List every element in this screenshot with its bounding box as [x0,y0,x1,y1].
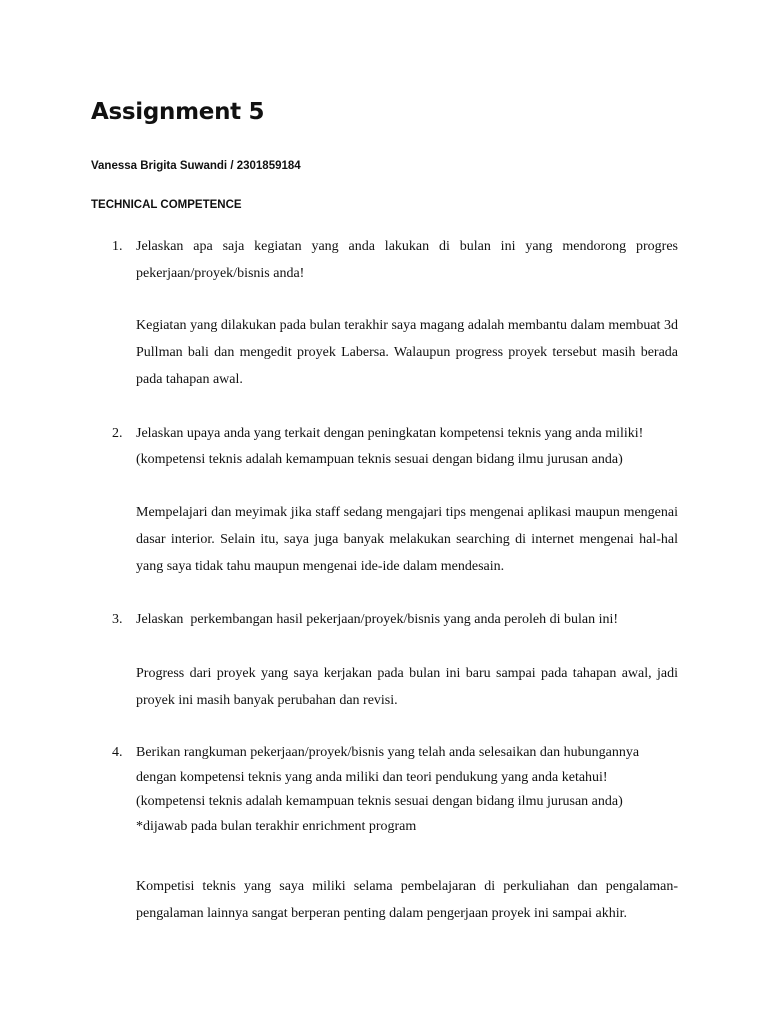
question-line: (kompetensi teknis adalah kemampuan teknis sesuai dengan bidang ilmu jurusan anda) [136,794,623,809]
author-line: Vanessa Brigita Suwandi / 2301859184 [91,160,301,172]
answer-text: Kompetisi teknis yang saya miliki selama pembelajaran di perkuliahan dan pengalaman-pengalaman lainnya sangat berperan penting dalam pengerjaan proyek ini sampai akhir. [136,879,678,921]
question-line: dengan kompetensi teknis yang anda miliki dan teori pendukung yang anda ketahui! [136,769,608,785]
question-line: Berikan rangkuman pekerjaan/proyek/bisnis yang telah anda selesaikan dan hubungannya [136,745,640,760]
question-text [136,421,678,473]
question-line: Jelaskan upaya anda yang terkait dengan peningkatan kompetensi teknis yang anda miliki! [136,426,644,441]
item-number: 2. [112,426,123,441]
answer-text: Progress dari proyek yang saya kerjakan pada bulan ini baru sampai pada tahapan awal, jadi proyek ini masih banyak perubahan dan revisi. [136,666,678,708]
section-heading: TECHNICAL COMPETENCE [91,199,242,211]
item-number: 1. [112,239,123,254]
question-line: *dijawab pada bulan terakhir enrichment program [136,818,417,834]
question-text: Jelaskan apa saja kegiatan yang anda lakukan di bulan ini yang mendorong progres pekerjaan/proyek/bisnis anda! [136,239,678,281]
question-line: (kompetensi teknis adalah kemampuan teknis sesuai dengan bidang ilmu jurusan anda) [136,452,623,467]
item-number: 3. [112,612,123,627]
item-number: 4. [112,745,123,760]
answer-text: Mempelajari dan meyimak jika staff sedang mengajari tips mengenai aplikasi maupun mengenai dasar interior. Selain itu, saya juga banyak melakukan searching di internet mengenai hal-hal yang saya tidak tahu maupun mengenai ide-ide dalam mendesain. [136,505,678,574]
document-title: Assignment 5 [91,99,265,125]
question-text [136,741,678,839]
answer-text: Kegiatan yang dilakukan pada bulan terakhir saya magang adalah membantu dalam membuat 3d Pullman bali dan mengedit proyek Labersa. Walaupun progress proyek tersebut masih berada pada tahapan awal. [136,318,678,387]
question-text: Jelaskan perkembangan hasil pekerjaan/proyek/bisnis yang anda peroleh di bulan ini! [136,612,619,627]
